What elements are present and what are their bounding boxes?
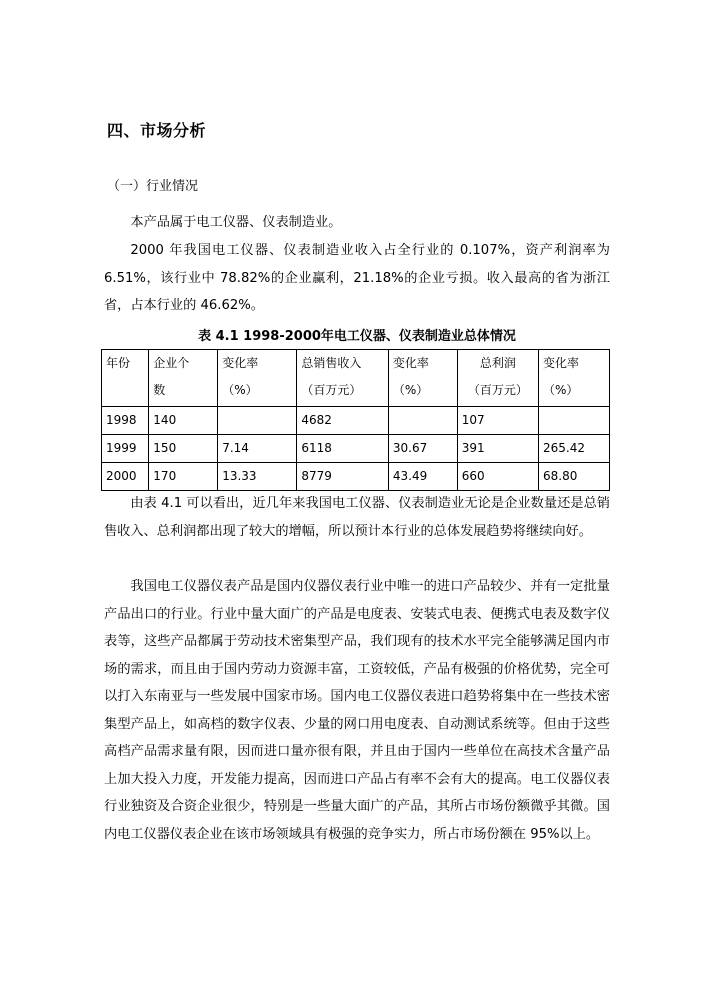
section-heading: 四、市场分析 xyxy=(107,121,207,140)
table-row xyxy=(102,463,610,491)
table-cell: 8779 xyxy=(297,463,389,491)
paragraph-market-detail: 我国电工仪器仪表产品是国内仪器仪表行业中唯一的进口产品较少、并有一定批量产品出口的行业。行业中量大面广的产品是电度表、安装式电表、便携式电表及数字仪表等，这些产品都属于劳动技术密集型产品，我们现有的技术水平完全能够满足国内市场的需求，而且由于国内劳动力资源丰富，工资较低，产品有极强的价格优势，完全可以打入东南亚与一些发展中国家市场。国内电工仪器仪表进口趋势将集中在一些技术密集型产品上，如高档的数字仪表、少量的网口用电度表、自动测试系统等。但由于这些高档产品需求量有限，因而进口量亦很有限，并且由于国内一些单位在高技术含量产品上加大投入力度，开发能力提高，因而进口产品占有率不会有大的提高。电工仪器仪表行业独资及合资企业很少，特别是一些量大面广的产品，其所占市场份额微乎其微。国内电工仪器仪表企业在该市场领域具有极强的竞争实力，所占市场份额在 95%以上。 xyxy=(104,579,610,842)
table-cell: 150 xyxy=(149,435,218,463)
paragraph-industry-stats: 2000 年我国电工仪器、仪表制造业收入占全行业的 0.107%，资产利润率为 6.51%，该行业中 78.82%的企业赢利，21.18%的企业亏损。收入最高的省为浙江省，占本行业的 46.62%。 xyxy=(104,243,610,313)
table-cell: 170 xyxy=(149,463,218,491)
table-cell: 391 xyxy=(457,435,538,463)
header-change-rate-2: 变化率 （%） xyxy=(388,350,457,407)
table-cell xyxy=(218,407,297,435)
table-cell: 6118 xyxy=(297,435,389,463)
header-change-rate-1: 变化率 （%） xyxy=(218,350,297,407)
table-cell: 1998 xyxy=(102,407,149,435)
table-cell: 68.80 xyxy=(539,463,610,491)
table-cell: 13.33 xyxy=(218,463,297,491)
subsection-heading: （一）行业情况 xyxy=(107,179,199,194)
header-change-rate-3: 变化率 （%） xyxy=(539,350,610,407)
table-caption: 表 4.1 1998-2000年电工仪器、仪表制造业总体情况 xyxy=(198,329,516,344)
industry-table xyxy=(101,349,610,491)
header-total-sales: 总销售收入 （百万元） xyxy=(297,350,389,407)
table-cell: 107 xyxy=(457,407,538,435)
table-row xyxy=(102,435,610,463)
table-header-row xyxy=(102,350,610,407)
table-row xyxy=(102,407,610,435)
header-total-profit: 总利润 （百万元） xyxy=(457,350,538,407)
table-cell: 140 xyxy=(149,407,218,435)
table-cell xyxy=(388,407,457,435)
table-cell: 30.67 xyxy=(388,435,457,463)
table-cell: 2000 xyxy=(102,463,149,491)
table-cell: 4682 xyxy=(297,407,389,435)
table-cell: 660 xyxy=(457,463,538,491)
paragraph-table-analysis: 由表 4.1 可以看出，近几年来我国电工仪器、仪表制造业无论是企业数量还是总销售收入、总利润都出现了较大的增幅，所以预计本行业的总体发展趋势将继续向好。 xyxy=(104,496,610,539)
header-enterprise-count: 企业个 数 xyxy=(149,350,218,407)
table-cell: 43.49 xyxy=(388,463,457,491)
table-cell: 7.14 xyxy=(218,435,297,463)
header-year: 年份 xyxy=(102,350,149,407)
table-cell: 1999 xyxy=(102,435,149,463)
paragraph-industry-category: 本产品属于电工仪器、仪表制造业。 xyxy=(130,215,342,230)
table-cell xyxy=(539,407,610,435)
table-cell: 265.42 xyxy=(539,435,610,463)
